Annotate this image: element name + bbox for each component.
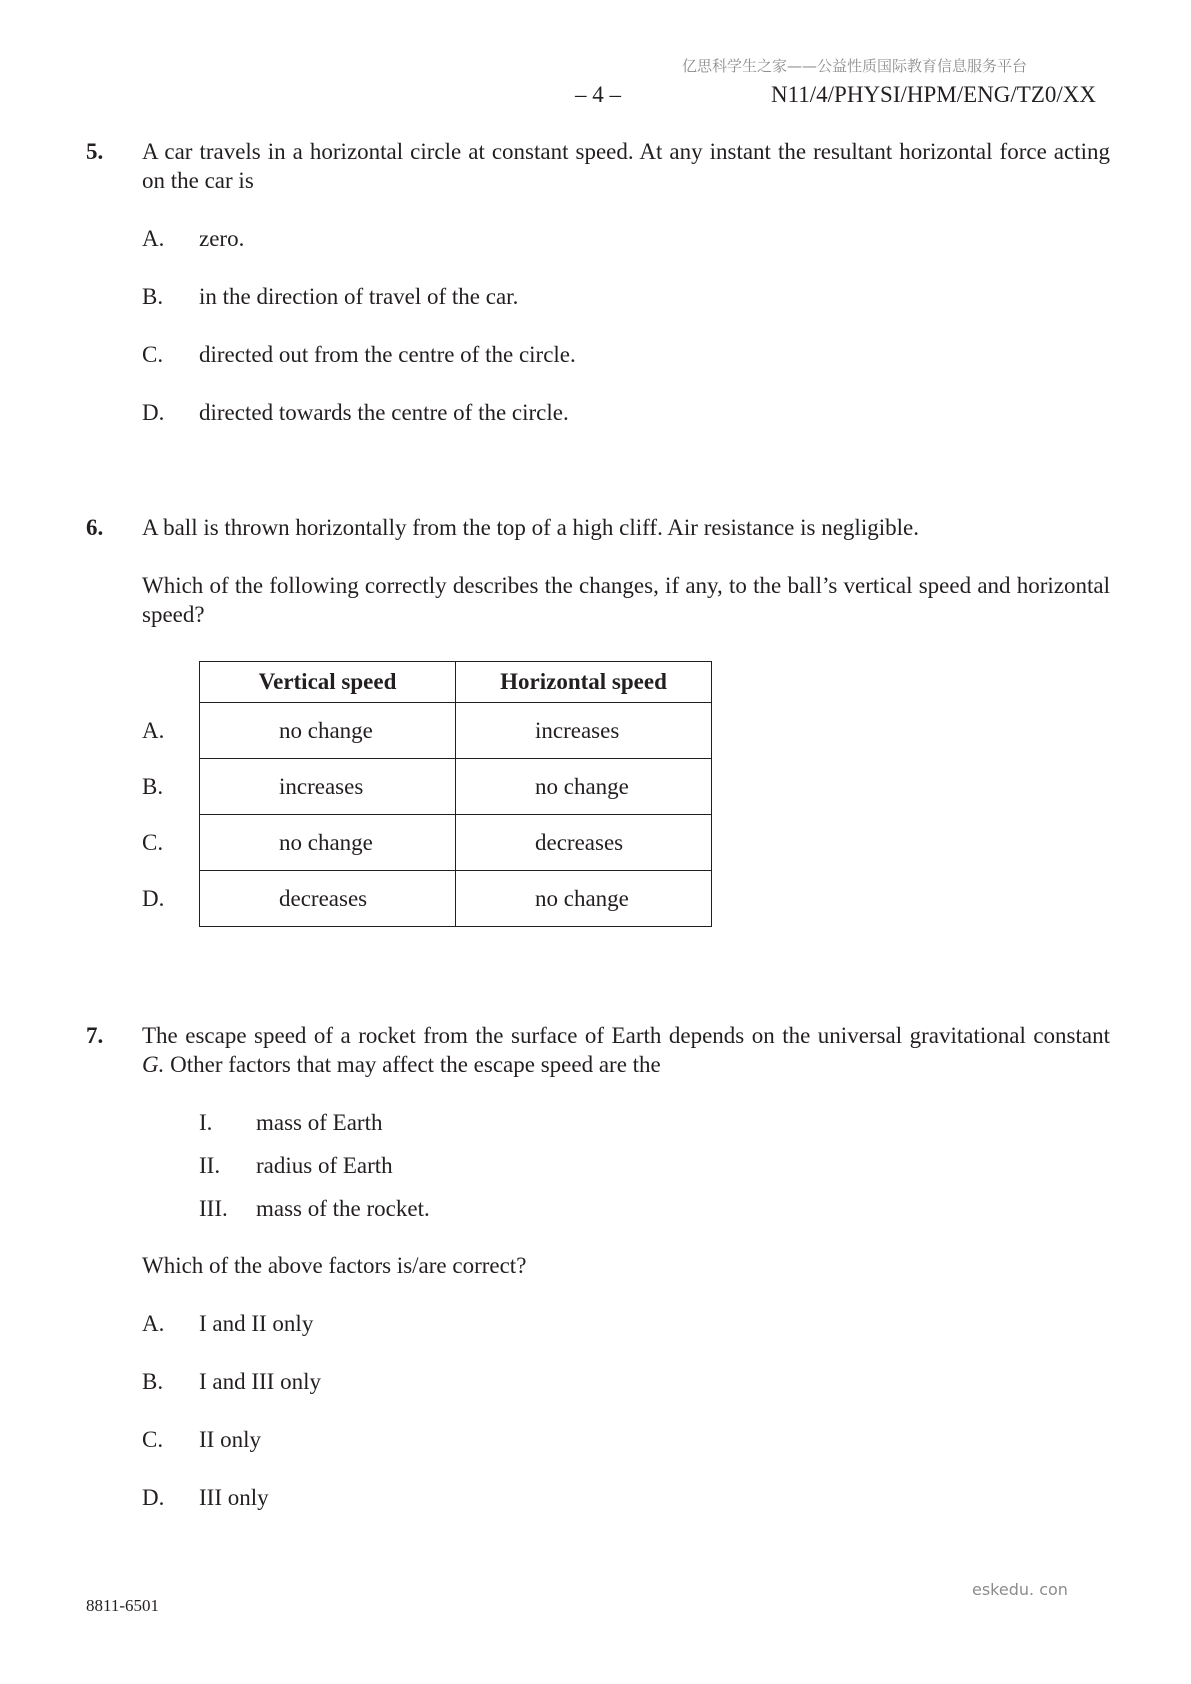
q5-option-c-text: directed out from the centre of the circle. <box>199 342 576 367</box>
row-c-vertical: no change <box>200 815 456 871</box>
q7-factor-1-text: mass of Earth <box>256 1110 383 1135</box>
q7-option-b-text: I and III only <box>199 1369 321 1394</box>
question-6-question: Which of the following correctly describes the changes, if any, to the ball’s vertical speed and horizontal speed? <box>142 573 1110 627</box>
question-7-number: 7. <box>86 1023 104 1048</box>
table-row <box>200 871 712 927</box>
row-a-horizontal: increases <box>456 703 712 759</box>
page-number: – 4 – <box>575 82 621 107</box>
question-6-number: 6. <box>86 515 104 540</box>
document-code: 8811-6501 <box>86 1596 160 1615</box>
q7-option-c-letter: C. <box>142 1427 164 1452</box>
q6-row-d-letter: D. <box>142 886 165 911</box>
q7-option-a-text: I and II only <box>199 1311 314 1336</box>
question-7-question: Which of the above factors is/are correct? <box>142 1253 527 1278</box>
q7-option-a-letter: A. <box>142 1311 165 1336</box>
q7-option-b-letter: B. <box>142 1369 164 1394</box>
q6-row-a-letter: A. <box>142 718 165 743</box>
q7-stem-symbol: G. <box>142 1052 165 1077</box>
q7-option-c-text: II only <box>199 1427 261 1452</box>
q5-option-b-letter: B. <box>142 284 164 309</box>
table-row <box>200 759 712 815</box>
question-5-stem: A car travels in a horizontal circle at constant speed. At any instant the resultant horizontal force acting on the car is <box>142 139 1110 193</box>
table-row <box>200 703 712 759</box>
row-d-horizontal: no change <box>456 871 712 927</box>
q6-answer-table <box>199 661 712 927</box>
watermark-header: 亿思科学生之家——公益性质国际教育信息服务平台 <box>682 57 1028 75</box>
q6-row-b-letter: B. <box>142 774 164 799</box>
paper-code: N11/4/PHYSI/HPM/ENG/TZ0/XX <box>771 82 1096 107</box>
q5-option-a-text: zero. <box>199 226 245 251</box>
q5-option-c-letter: C. <box>142 342 164 367</box>
q7-factor-1-numeral: I. <box>199 1110 213 1135</box>
row-b-horizontal: no change <box>456 759 712 815</box>
q7-stem-part1: The escape speed of a rocket from the surface of Earth depends on the universal gravitational constant <box>142 1023 1110 1048</box>
question-7-stem <box>142 1021 1110 1079</box>
row-c-horizontal: decreases <box>456 815 712 871</box>
row-d-vertical: decreases <box>200 871 456 927</box>
q5-option-b-text: in the direction of travel of the car. <box>199 284 519 309</box>
q5-option-d-text: directed towards the centre of the circle. <box>199 400 569 425</box>
q7-factor-3-numeral: III. <box>199 1196 228 1221</box>
q6-row-c-letter: C. <box>142 830 164 855</box>
q7-option-d-text: III only <box>199 1485 269 1510</box>
question-6-stem: A ball is thrown horizontally from the top of a high cliff. Air resistance is negligible. <box>142 515 919 540</box>
row-a-vertical: no change <box>200 703 456 759</box>
watermark-footer: eskedu. con <box>972 1580 1068 1599</box>
question-5-number: 5. <box>86 139 104 164</box>
header-vertical-speed: Vertical speed <box>200 662 456 703</box>
row-b-vertical: increases <box>200 759 456 815</box>
table-row <box>200 815 712 871</box>
table-header-row <box>200 662 712 703</box>
header-horizontal-speed: Horizontal speed <box>456 662 712 703</box>
q7-factor-2-numeral: II. <box>199 1153 221 1178</box>
q7-option-d-letter: D. <box>142 1485 165 1510</box>
q5-option-d-letter: D. <box>142 400 165 425</box>
q7-factor-3-text: mass of the rocket. <box>256 1196 430 1221</box>
q5-option-a-letter: A. <box>142 226 165 251</box>
q7-factor-2-text: radius of Earth <box>256 1153 393 1178</box>
q7-stem-part2: Other factors that may affect the escape speed are the <box>164 1052 661 1077</box>
